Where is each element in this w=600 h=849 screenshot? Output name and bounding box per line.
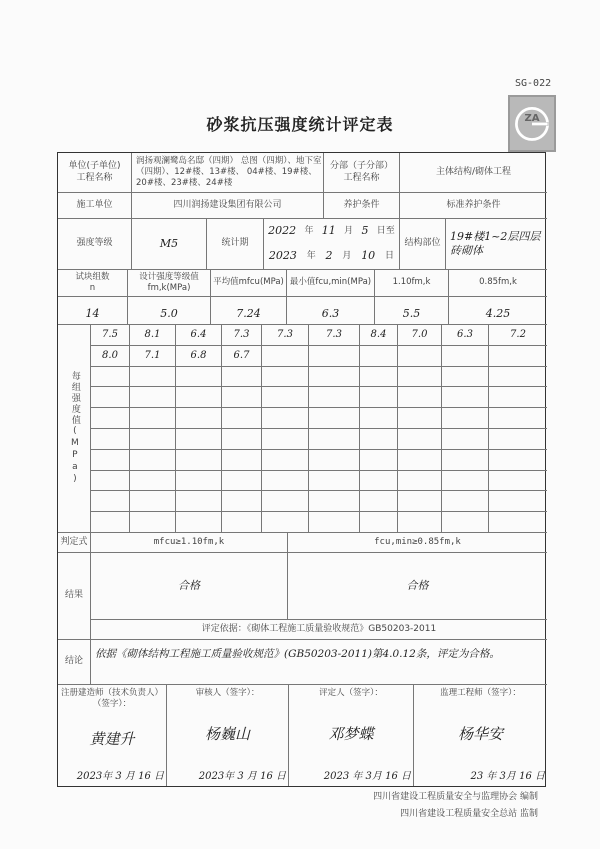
criteria-formula-1: mfcu≥1.10fm,k — [91, 533, 288, 553]
strength-cell — [91, 471, 130, 492]
strength-cell — [130, 429, 176, 450]
signature-name: 杨华安 — [457, 724, 503, 743]
period-end — [264, 244, 399, 269]
stats-value-2: 7.24 — [211, 297, 287, 325]
strength-cell — [442, 491, 489, 512]
result-value-1: 合格 — [91, 553, 288, 620]
strength-cell — [222, 471, 262, 492]
strength-cell: 7.0 — [398, 325, 442, 346]
strength-cell — [442, 512, 489, 533]
strength-cell — [309, 387, 360, 408]
strength-cell — [309, 429, 360, 450]
strength-cell — [360, 491, 398, 512]
strength-cell — [262, 367, 309, 388]
strength-cell — [262, 408, 309, 429]
year-char: 年 — [306, 250, 316, 261]
period-range — [264, 219, 400, 270]
strength-cell — [262, 387, 309, 408]
signature-block — [289, 685, 414, 786]
criteria-formula-2: fcu,min≥0.85fm,k — [288, 533, 547, 553]
document-title: 砂浆抗压强度统计评定表 — [206, 115, 394, 134]
structure-value: 19#楼1~2层四层砖砌体 — [446, 219, 547, 270]
stats-value-3: 6.3 — [287, 297, 375, 325]
strength-cell — [130, 450, 176, 471]
stats-header-2: 平均值mfcu(MPa) — [211, 270, 287, 297]
strength-label-text: 每组强度值(MPa) — [69, 371, 80, 486]
period-label: 统计期 — [207, 219, 264, 270]
strength-cell — [222, 408, 262, 429]
strength-cell — [176, 408, 222, 429]
evaluation-basis: 评定依据：《砌体工程施工质量验收规范》GB50203-2011 — [91, 620, 547, 640]
strength-cell — [91, 450, 130, 471]
conclusion-text: 依据《砌体结构工程施工质量验收规范》(GB50203-2011)第4.0.12条，评定为合格。 — [91, 640, 547, 685]
strength-cell — [309, 450, 360, 471]
strength-cell — [91, 512, 130, 533]
day-suffix: 日至 — [376, 225, 395, 236]
end-day: 10 — [361, 249, 376, 263]
strength-cell — [176, 367, 222, 388]
strength-cell: 8.0 — [91, 346, 130, 367]
strength-cell — [360, 471, 398, 492]
stats-value-0: 14 — [58, 297, 128, 325]
signature-role: 监理工程师（签字）： — [440, 688, 521, 698]
curing-value: 标准养护条件 — [400, 193, 547, 219]
strength-cell — [398, 429, 442, 450]
criteria-label: 判定式 — [58, 533, 91, 553]
strength-cell — [442, 429, 489, 450]
strength-cell — [360, 408, 398, 429]
strength-cell — [360, 387, 398, 408]
curing-label: 养护条件 — [324, 193, 400, 219]
signature-name: 邓梦蝶 — [328, 724, 374, 743]
strength-cell — [222, 491, 262, 512]
strength-cell: 6.3 — [442, 325, 489, 346]
form-code: SG-022 — [515, 78, 552, 89]
stats-header-0: 试块组数 n — [58, 270, 128, 297]
strength-cell — [360, 450, 398, 471]
structure-label: 结构部位 — [400, 219, 446, 270]
footer-compiled-by: 四川省建设工程质量安全与监理协会 编制 — [373, 792, 538, 802]
contractor-value: 四川润扬建设集团有限公司 — [132, 193, 324, 219]
strength-cell — [176, 450, 222, 471]
signature-date: 23 年 3月 16 日 — [470, 770, 545, 782]
strength-cell — [398, 471, 442, 492]
strength-cell — [489, 512, 547, 533]
strength-cell: 7.2 — [489, 325, 547, 346]
strength-cell — [442, 450, 489, 471]
result-label: 结果 — [58, 553, 91, 640]
strength-cell — [176, 471, 222, 492]
strength-label — [58, 325, 91, 533]
strength-cell — [489, 429, 547, 450]
strength-cell — [360, 429, 398, 450]
strength-cell — [360, 346, 398, 367]
strength-cell — [176, 491, 222, 512]
strength-cell — [91, 367, 130, 388]
strength-cell — [222, 429, 262, 450]
conclusion-label: 结论 — [58, 640, 91, 685]
signature-block — [58, 685, 167, 786]
strength-cell — [91, 491, 130, 512]
strength-cell — [398, 346, 442, 367]
strength-cell — [130, 408, 176, 429]
stats-header-5: 0.85fm,k — [449, 270, 547, 297]
day-suffix: 日 — [385, 250, 395, 261]
period-start — [264, 219, 399, 244]
stats-header-1: 设计强度等级值 fm,k(MPa) — [128, 270, 211, 297]
stats-header-3: 最小值fcu,min(MPa) — [287, 270, 375, 297]
month-char: 月 — [344, 225, 354, 236]
end-month: 2 — [325, 249, 333, 263]
strength-cell — [360, 512, 398, 533]
sub-project-value: 主体结构/砌体工程 — [400, 153, 547, 193]
strength-cell — [262, 512, 309, 533]
strength-cell — [130, 491, 176, 512]
strength-cell — [309, 491, 360, 512]
strength-cell: 6.7 — [222, 346, 262, 367]
strength-cell — [130, 387, 176, 408]
strength-cell — [398, 367, 442, 388]
start-year: 2022 — [268, 224, 297, 238]
strength-cell — [176, 387, 222, 408]
result-value-2: 合格 — [288, 553, 547, 620]
start-month: 11 — [321, 224, 336, 238]
contractor-label: 施工单位 — [58, 193, 132, 219]
strength-cell — [398, 408, 442, 429]
strength-cell — [222, 367, 262, 388]
strength-cell — [398, 450, 442, 471]
strength-cell — [489, 387, 547, 408]
svg-text:ZA: ZA — [524, 113, 540, 125]
signature-date: 2023年 3 月 16 日 — [76, 771, 164, 782]
strength-cell — [91, 429, 130, 450]
footer-supervised-by: 四川省建设工程质量安全总站 监制 — [400, 809, 538, 819]
stats-header-4: 1.10fm,k — [375, 270, 449, 297]
strength-cell — [489, 471, 547, 492]
year-char: 年 — [304, 225, 314, 236]
strength-cell: 7.5 — [91, 325, 130, 346]
strength-cell — [262, 471, 309, 492]
signature-role: 评定人（签字）： — [319, 688, 383, 698]
strength-cell — [309, 367, 360, 388]
strength-cell — [309, 408, 360, 429]
strength-cell — [442, 408, 489, 429]
strength-cell — [222, 387, 262, 408]
strength-cell — [262, 491, 309, 512]
strength-cell — [262, 450, 309, 471]
strength-cell: 6.8 — [176, 346, 222, 367]
strength-cell: 7.3 — [309, 325, 360, 346]
stats-value-1: 5.0 — [128, 297, 211, 325]
strength-cell — [130, 471, 176, 492]
unit-project-value: 润扬观澜鹭岛名邸（四期） 总图（四期）、地下室 （四期）、12#楼、13#楼、 04#楼、19#楼、20#楼、23#楼、24#楼 — [132, 153, 324, 193]
strength-cell: 8.1 — [130, 325, 176, 346]
strength-cell — [130, 512, 176, 533]
strength-cell — [130, 367, 176, 388]
strength-cell — [398, 491, 442, 512]
signature-name: 杨巍山 — [204, 724, 250, 743]
strength-cell: 6.4 — [176, 325, 222, 346]
signature-block — [414, 685, 547, 786]
strength-cell — [176, 512, 222, 533]
strength-cell — [176, 429, 222, 450]
stats-value-5: 4.25 — [449, 297, 547, 325]
unit-project-label: 单位(子单位) 工程名称 — [58, 153, 132, 193]
strength-cell: 7.1 — [130, 346, 176, 367]
strength-cell — [442, 387, 489, 408]
month-char: 月 — [342, 250, 352, 261]
signature-block — [167, 685, 289, 786]
strength-cell — [262, 346, 309, 367]
strength-cell — [91, 408, 130, 429]
signature-role: 注册建造师（技术负责人） （签字）： — [60, 688, 163, 710]
strength-cell — [489, 408, 547, 429]
strength-cell — [309, 471, 360, 492]
strength-cell — [222, 450, 262, 471]
strength-cell: 7.3 — [262, 325, 309, 346]
strength-cell — [489, 367, 547, 388]
signature-date: 2023 年 3月 16 日 — [323, 770, 411, 782]
strength-cell: 7.3 — [222, 325, 262, 346]
sub-project-label: 分部（子分部） 工程名称 — [324, 153, 400, 193]
strength-cell — [489, 491, 547, 512]
strength-cell: 8.4 — [360, 325, 398, 346]
strength-cell — [442, 471, 489, 492]
signature-date: 2023年 3 月 16 日 — [198, 770, 286, 782]
strength-cell — [398, 512, 442, 533]
strength-cell — [398, 387, 442, 408]
stats-value-4: 5.5 — [375, 297, 449, 325]
evaluation-table — [57, 152, 546, 787]
strength-cell — [91, 387, 130, 408]
start-day: 5 — [361, 224, 369, 238]
strength-cell — [489, 450, 547, 471]
strength-cell — [309, 346, 360, 367]
end-year: 2023 — [268, 249, 297, 263]
strength-cell — [489, 346, 547, 367]
strength-cell — [262, 429, 309, 450]
strength-cell — [222, 512, 262, 533]
signature-name: 黄建升 — [89, 730, 135, 749]
grade-label: 强度等级 — [58, 219, 132, 270]
signature-role: 审核人（签字）： — [195, 688, 260, 698]
grade-value: M5 — [132, 219, 207, 270]
strength-cell — [309, 512, 360, 533]
strength-cell — [442, 367, 489, 388]
strength-cell — [442, 346, 489, 367]
strength-cell — [360, 367, 398, 388]
